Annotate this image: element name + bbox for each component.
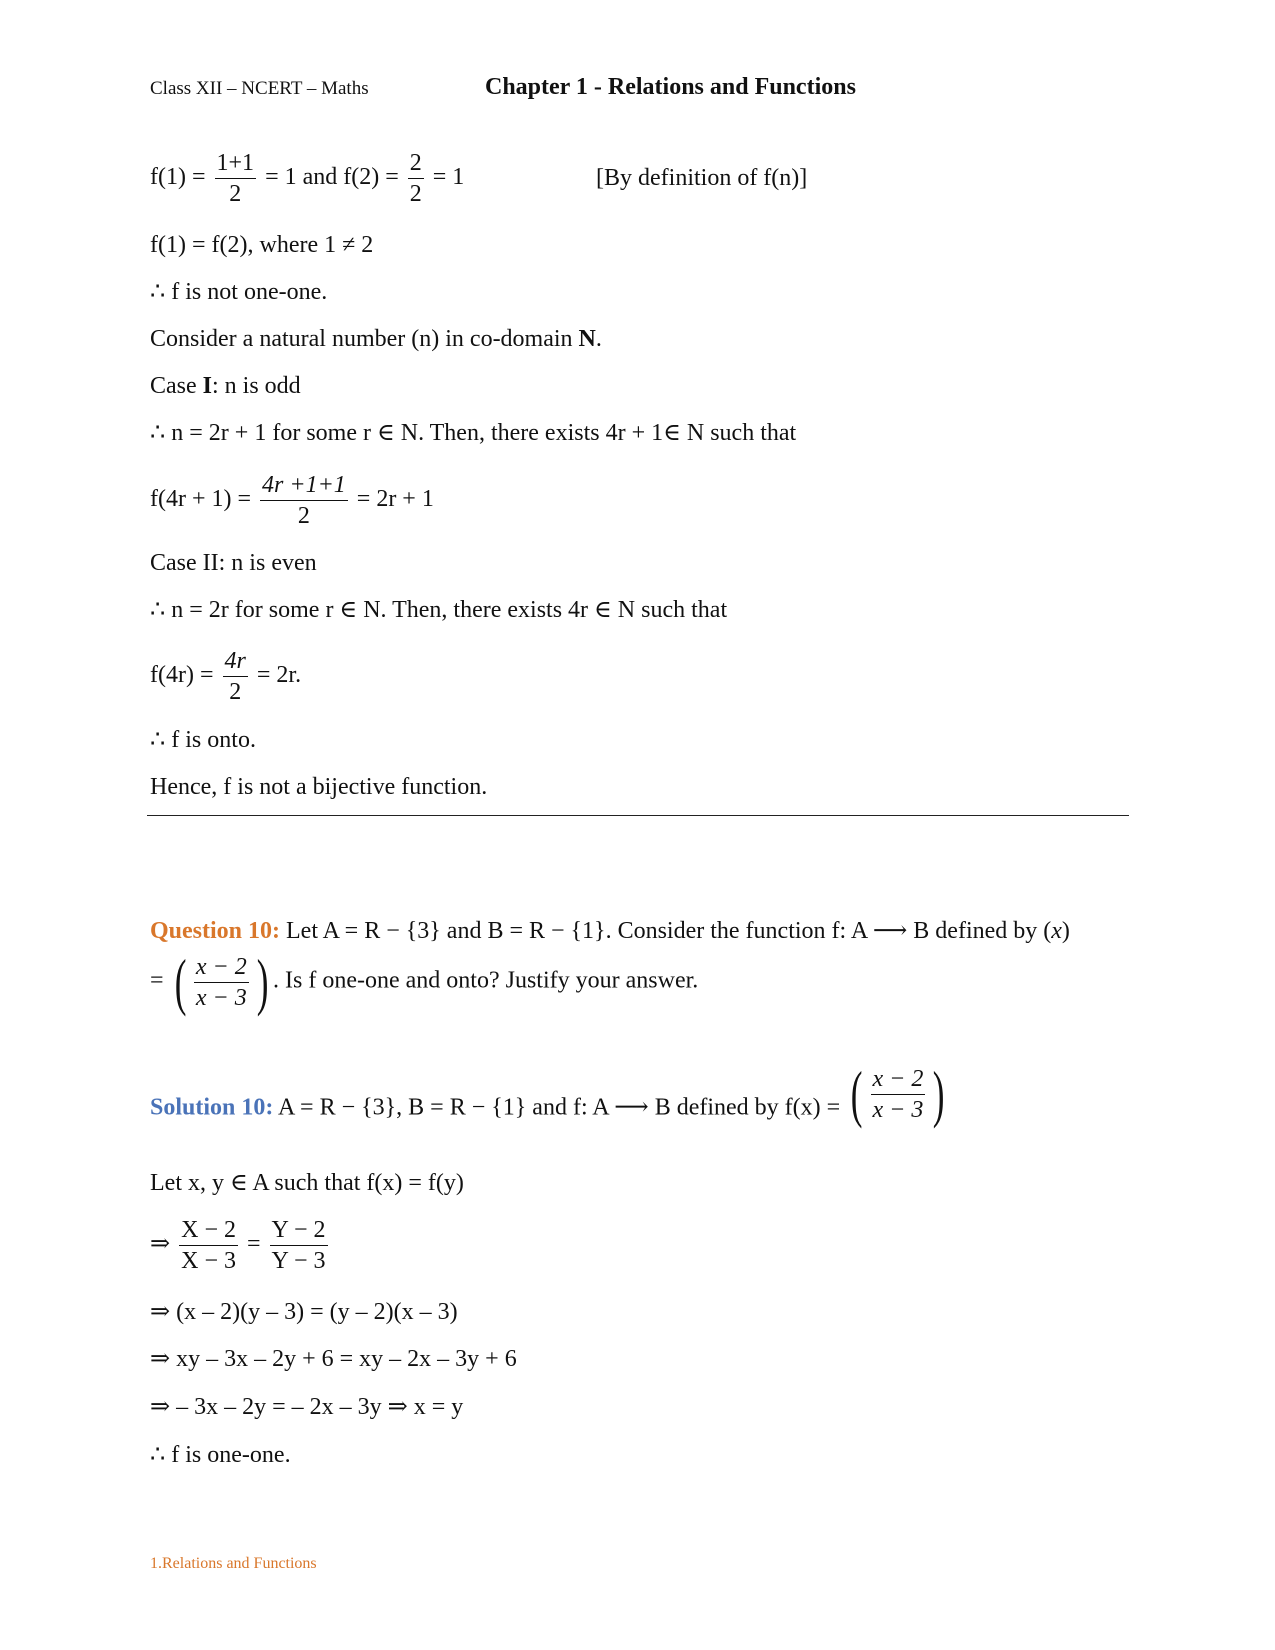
case1-line: ∴ n = 2r + 1 for some r ∈ N. Then, there exists 4r + 1∈ N such that <box>150 420 797 446</box>
conclusion-line: Hence, f is not a bijective function. <box>150 774 488 800</box>
right-paren: ) <box>933 1058 945 1129</box>
case1-equation <box>150 470 434 531</box>
question-text-end: ) <box>1061 918 1070 944</box>
case1-roman: I <box>202 373 212 399</box>
question-eq: = <box>150 967 164 994</box>
case2-denominator: 2 <box>229 679 242 705</box>
case2-equation <box>150 646 301 707</box>
definition-note: [By definition of f(n)] <box>596 165 808 191</box>
case2-rhs: = 2r. <box>256 662 302 689</box>
case1-denominator: 2 <box>297 503 310 529</box>
y-numerator: Y − 2 <box>270 1215 328 1246</box>
page-footer: 1.Relations and Functions <box>150 1555 317 1572</box>
case2-lhs: f(4r) = <box>150 662 214 689</box>
question-text-2: . Is f one-one and onto? Justify your answer. <box>273 967 699 994</box>
question-10-formula <box>150 946 699 1017</box>
consider-text: Consider a natural number (n) in co-domain <box>150 326 579 352</box>
solution-denominator: x − 3 <box>872 1096 924 1123</box>
case2-heading: Case II: n is even <box>150 550 317 576</box>
page-title: Chapter 1 - Relations and Functions <box>485 74 856 100</box>
question-text: Let A = R − {3} and B = R − {1}. Consider the function f: A ⟶ B defined by ( <box>280 918 1052 944</box>
solution-fraction <box>871 1064 926 1125</box>
equality-line: f(1) = f(2), where 1 ≠ 2 <box>150 232 374 258</box>
f1-lhs: f(1) = <box>150 164 206 191</box>
solution-text: A = R − {3}, B = R − {1} and f: A ⟶ B defined by f(x) = <box>273 1094 841 1121</box>
x-fraction <box>179 1215 238 1276</box>
equals-symbol: = <box>246 1231 261 1258</box>
case1-fraction <box>260 470 348 531</box>
f2-numerator: 2 <box>408 148 424 179</box>
case1-heading <box>150 371 301 401</box>
y-fraction <box>270 1215 328 1276</box>
x-numerator: X − 2 <box>179 1215 238 1246</box>
f1-numerator: 1+1 <box>215 148 257 179</box>
onto-line: ∴ f is onto. <box>150 727 256 753</box>
case1-numerator: 4r +1+1 <box>260 470 348 501</box>
question-denominator: x − 3 <box>195 984 247 1011</box>
let-line: Let x, y ∈ A such that f(x) = f(y) <box>150 1170 464 1196</box>
y-denominator: Y − 3 <box>271 1248 326 1274</box>
case2-numerator: 4r <box>223 646 248 677</box>
codomain-symbol: N <box>578 326 596 352</box>
solution-numerator: x − 2 <box>871 1064 926 1095</box>
solution-label: Solution 10: <box>150 1094 274 1121</box>
question-fraction-group <box>170 946 273 1017</box>
not-one-one-line: ∴ f is not one-one. <box>150 279 328 305</box>
case1-pre: Case <box>150 373 203 399</box>
step-1: ⇒ (x – 2)(y – 3) = (y – 2)(x – 3) <box>150 1299 458 1325</box>
case2-line: ∴ n = 2r for some r ∈ N. Then, there exists 4r ∈ N such that <box>150 597 728 623</box>
one-one-line: ∴ f is one-one. <box>150 1442 291 1468</box>
question-label: Question 10: <box>150 918 281 944</box>
f1-denominator: 2 <box>229 181 242 207</box>
header-subject: Class XII – NCERT – Maths <box>150 78 369 99</box>
question-fraction <box>194 952 249 1013</box>
left-paren: ( <box>850 1058 863 1129</box>
solution-10 <box>150 1058 950 1129</box>
f1-mid: = 1 and f(2) = <box>265 164 399 191</box>
f2-fraction <box>408 148 424 209</box>
question-x: x <box>1051 918 1062 944</box>
right-paren: ) <box>256 946 269 1017</box>
case1-post: : n is odd <box>212 373 301 399</box>
consider-line <box>150 324 602 354</box>
f2-denominator: 2 <box>409 181 422 207</box>
case2-fraction <box>223 646 248 707</box>
f1-fraction <box>215 148 257 209</box>
step-2: ⇒ xy – 3x – 2y + 6 = xy – 2x – 3y + 6 <box>150 1346 517 1372</box>
f-values-line <box>150 148 464 209</box>
x-denominator: X − 3 <box>181 1248 236 1274</box>
fraction-equation <box>150 1215 331 1276</box>
implies-symbol: ⇒ <box>150 1231 171 1258</box>
question-10 <box>150 916 1070 946</box>
section-divider <box>147 815 1129 816</box>
case1-rhs: = 2r + 1 <box>356 486 434 513</box>
consider-end: . <box>595 326 602 352</box>
step-3: ⇒ – 3x – 2y = – 2x – 3y ⇒ x = y <box>150 1394 464 1420</box>
question-numerator: x − 2 <box>194 952 249 983</box>
solution-fraction-group <box>846 1058 949 1129</box>
left-paren: ( <box>174 946 187 1017</box>
f2-rhs: = 1 <box>432 164 465 191</box>
case1-lhs: f(4r + 1) = <box>150 486 252 513</box>
